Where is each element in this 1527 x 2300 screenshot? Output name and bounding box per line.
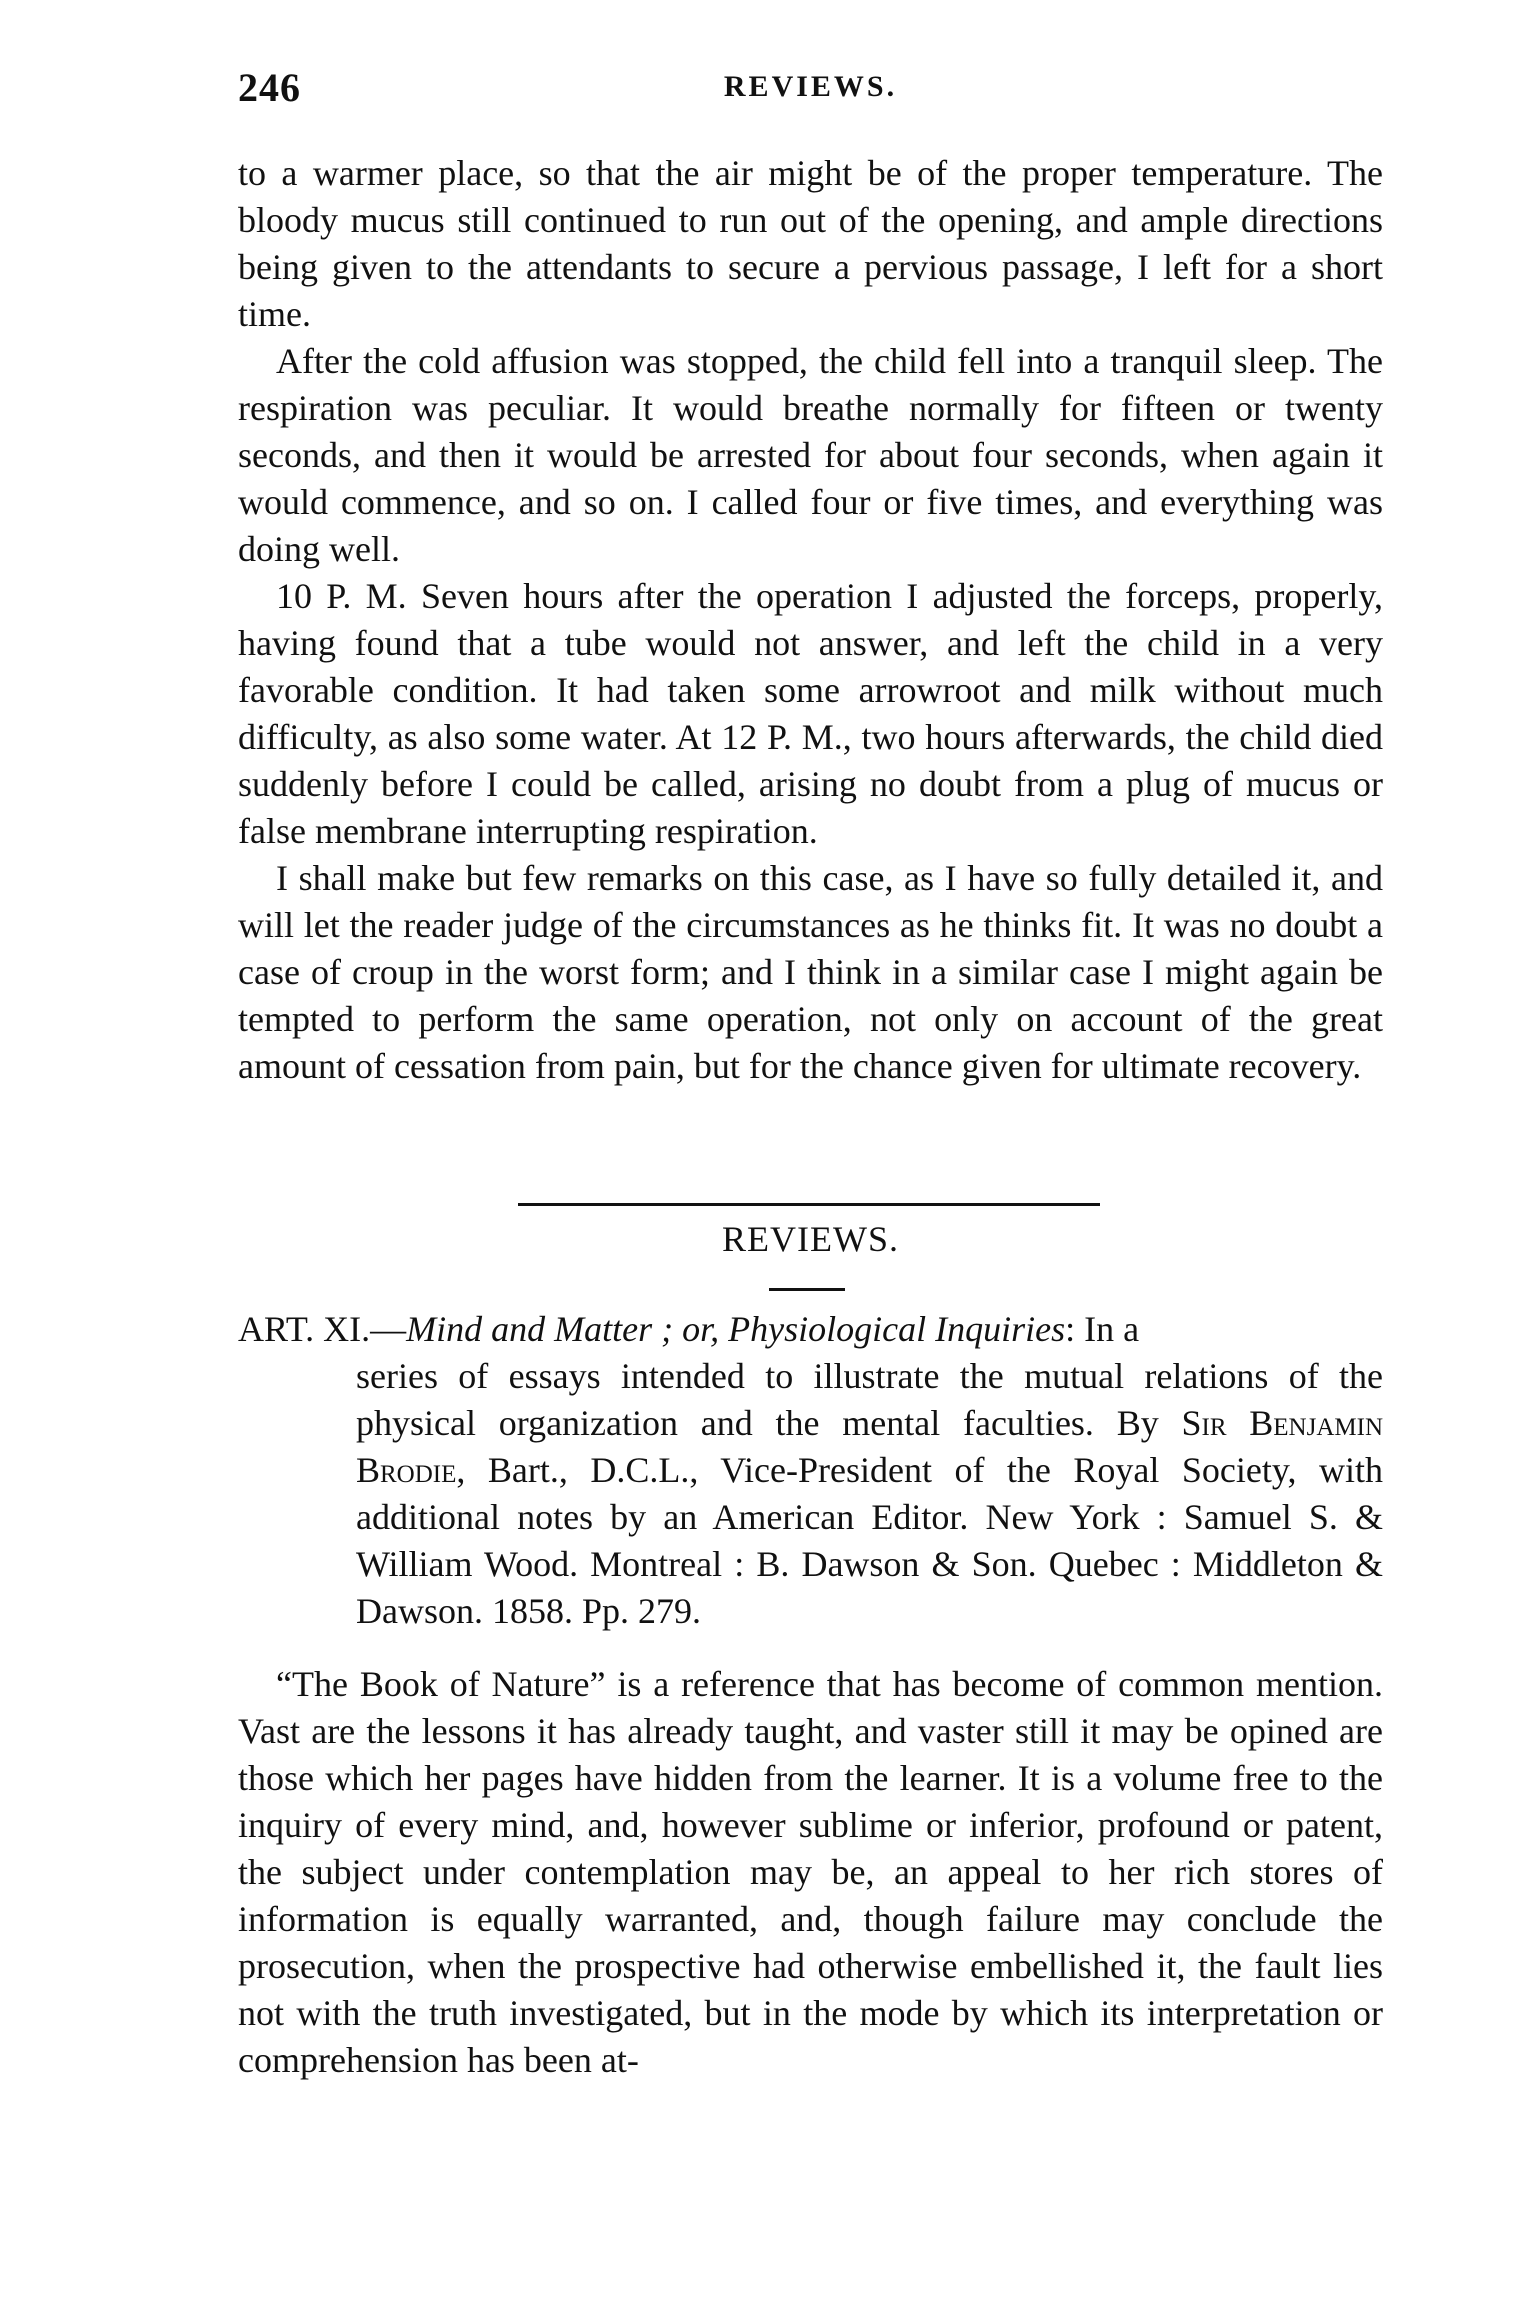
running-head-title: REVIEWS. [723, 70, 898, 103]
page-number: 246 [238, 65, 301, 110]
article-citation [238, 1306, 1383, 1635]
review-text [238, 1661, 1383, 2084]
case-paragraph-3: 10 P. M. Seven hours after the operation I adjusted the forceps, properly, having found that a tube would not answer, and left the child in a very favorable condition. It had taken some arrowroot and milk without much difficulty, as also some water. At 12 P. M., two hours afterwards, the child died suddenly before I could be called, arising no doubt from a plug of mucus or false membrane interrupting respiration. [238, 576, 1383, 851]
case-paragraph-1: to a warmer place, so that the air might be of the proper temperature. The bloody mucus still continued to run out of the opening, and ample directions being given to the attendants to secure a pervious passage, I left for a short time. [238, 153, 1383, 334]
section-divider-rule [518, 1203, 1100, 1206]
article-subtitle: series of essays intended to illustrate the mutual relations of the physical organization and the mental faculties. [356, 1356, 1383, 1443]
case-paragraph-2: After the cold affusion was stopped, the child fell into a tranquil sleep. The respiration was peculiar. It would breathe normally for fifteen or twenty seconds, and then it would be arrested for about four seconds, when again it would commence, and so on. I called four or five times, and everything was doing well. [238, 341, 1383, 569]
review-paragraph: “The Book of Nature” is a reference that has become of common mention. Vast are the lessons it has already taught, and vaster still it may be opined are those which her pages have hidden from the learner. It is a volume free to the inquiry of every mind, and, however sublime or inferior, profound or patent, the subject under contemplation may be, an appeal to her rich stores of information is equally warranted, and, though failure may conclude the prosecution, when the prospective had otherwise embellished it, the fault lies not with the truth investigated, but in the mode by which its interpretation or comprehension has been at- [238, 1664, 1383, 2080]
article-citation-first-line [238, 1306, 1383, 1353]
article-publication-details: , Bart., D.C.L., Vice-President of the Royal Society, with additional notes by an American Editor. New York : Samuel S. & William Wood. Montreal : B. Dawson & Son. Quebec : Middleton & Dawson. 1858. Pp. 279. [356, 1450, 1383, 1631]
article-by: By [1116, 1403, 1159, 1443]
article-citation-body [238, 1353, 1383, 1635]
article-title: Mind and Matter ; or, Physiological Inquiries [406, 1309, 1066, 1349]
article-title-tail: : In a [1065, 1309, 1140, 1349]
case-report-text [238, 150, 1383, 1090]
article-dash: — [370, 1309, 407, 1349]
article-label: ART. XI. [238, 1309, 371, 1349]
case-paragraph-4: I shall make but few remarks on this case, as I have so fully detailed it, and will let the reader judge of the circumstances as he thinks fit. It was no doubt a case of croup in the worst form; and I think in a similar case I might again be tempted to perform the same operation, not only on account of the great amount of cessation from pain, but for the chance given for ultimate recovery. [238, 858, 1383, 1086]
heading-underline-rule [769, 1288, 845, 1291]
running-head [238, 64, 1383, 124]
article-author: Sir Benjamin Brodie [356, 1403, 1383, 1490]
section-heading-reviews: REVIEWS. [722, 1219, 899, 1259]
